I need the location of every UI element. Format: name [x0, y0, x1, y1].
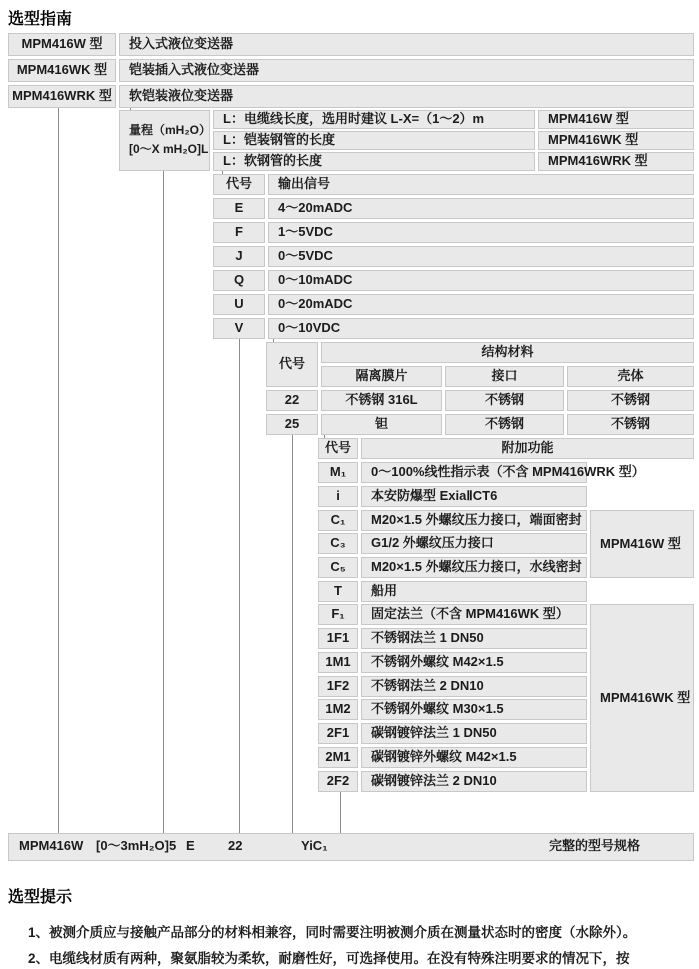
additional-desc-cell: 不锈钢外螺纹 M42×1.5 — [361, 652, 587, 673]
additional-code-cell: F₁ — [318, 604, 358, 625]
additional-code-cell: 2F2 — [318, 771, 358, 792]
additional-code-cell: C₅ — [318, 557, 358, 578]
additional-desc-cell: 碳钢镀锌法兰 1 DN50 — [361, 723, 587, 744]
additional-desc-cell: M20×1.5 外螺纹压力接口，水线密封 — [361, 557, 587, 578]
example-label: 完整的型号规格 — [549, 838, 641, 853]
range-model-cell: MPM416WK 型 — [538, 131, 694, 150]
materials-col-diaphragm: 隔离膜片 — [321, 366, 442, 387]
output-code-cell: J — [213, 246, 265, 267]
output-code-cell: V — [213, 318, 265, 339]
additional-code-cell: 1M1 — [318, 652, 358, 673]
additional-desc-cell: M20×1.5 外螺纹压力接口，端面密封 — [361, 510, 587, 531]
page-title: 选型指南 — [8, 11, 73, 28]
output-code-cell: E — [213, 198, 265, 219]
output-signal-cell: 0～5VDC — [268, 246, 694, 267]
additional-desc-cell: 固定法兰（不含 MPM416WK 型） — [361, 604, 587, 625]
additional-code-cell: C₁ — [318, 510, 358, 531]
additional-code-cell: M₁ — [318, 462, 358, 483]
output-signal-cell: 4～20mADC — [268, 198, 694, 219]
additional-code-cell: 1F2 — [318, 676, 358, 697]
materials-port-cell: 不锈钢 — [445, 414, 564, 435]
connector-line-additional — [340, 792, 341, 833]
range-desc-cell: L：电缆线长度，选用时建议 L-X=（1～2）m — [213, 110, 535, 129]
additional-desc-cell: G1/2 外螺纹压力接口 — [361, 533, 587, 554]
materials-diaphragm-cell: 钽 — [321, 414, 442, 435]
additional-code-cell: i — [318, 486, 358, 507]
range-desc-cell: L：铠装钢管的长度 — [213, 131, 535, 150]
range-desc-cell: L：软钢管的长度 — [213, 152, 535, 171]
connector-line-model — [58, 108, 59, 833]
example-output: E — [186, 838, 195, 853]
additional-header-label: 附加功能 — [361, 438, 694, 459]
range-label-line1: 量程（mH₂O） — [129, 123, 212, 138]
additional-code-cell: 2M1 — [318, 747, 358, 768]
additional-span-mpm416wk: MPM416WK 型 — [590, 604, 694, 792]
range-label-line2: [0～X mH₂O]L — [129, 142, 209, 156]
additional-desc-cell: 不锈钢法兰 1 DN50 — [361, 628, 587, 649]
materials-housing-cell: 不锈钢 — [567, 414, 694, 435]
model-code-cell: MPM416WK 型 — [8, 59, 116, 82]
example-range: [0～3mH₂O]5 — [96, 838, 177, 853]
materials-header-code: 代号 — [266, 342, 318, 387]
connector-line-output — [239, 339, 240, 833]
additional-desc-cell: 不锈钢法兰 2 DN10 — [361, 676, 587, 697]
example-model: MPM416W — [19, 838, 84, 853]
additional-desc-cell: 碳钢镀锌外螺纹 M42×1.5 — [361, 747, 587, 768]
example-row — [8, 833, 694, 861]
output-code-cell: U — [213, 294, 265, 315]
output-signal-cell: 0～10VDC — [268, 318, 694, 339]
additional-desc-cell: 船用 — [361, 581, 587, 602]
example-material: 22 — [228, 838, 243, 853]
tip-item: 2、电缆线材质有两种，聚氨脂较为柔软，耐磨性好，可选择使用。在没有特殊注明要求的情况下，按 — [28, 951, 630, 966]
materials-code-cell: 22 — [266, 390, 318, 411]
additional-code-cell: 1F1 — [318, 628, 358, 649]
output-signal-cell: 0～10mADC — [268, 270, 694, 291]
materials-header-label: 结构材料 — [321, 342, 694, 363]
materials-port-cell: 不锈钢 — [445, 390, 564, 411]
connector-line-range — [163, 171, 164, 833]
connector-line-material — [292, 435, 293, 833]
range-model-cell: MPM416WRK 型 — [538, 152, 694, 171]
example-additional: YiC₁ — [301, 838, 328, 853]
additional-code-cell: C₃ — [318, 533, 358, 554]
tip-item: 1、被测介质应与接触产品部分的材料相兼容，同时需要注明被测介质在测量状态时的密度（水除外）。 — [28, 925, 637, 940]
model-code-cell: MPM416WRK 型 — [8, 85, 116, 108]
additional-desc-cell: 本安防爆型 ExiaⅡCT6 — [361, 486, 587, 507]
output-code-cell: Q — [213, 270, 265, 291]
model-desc-cell: 铠装插入式液位变送器 — [119, 59, 694, 82]
materials-code-cell: 25 — [266, 414, 318, 435]
output-code-cell: F — [213, 222, 265, 243]
output-signal-cell: 1～5VDC — [268, 222, 694, 243]
additional-desc-cell: 碳钢镀锌法兰 2 DN10 — [361, 771, 587, 792]
materials-housing-cell: 不锈钢 — [567, 390, 694, 411]
materials-col-housing: 壳体 — [567, 366, 694, 387]
range-label-cell — [119, 110, 210, 171]
additional-desc-cell: 0～100%线性指示表（不含 MPM416WRK 型） — [361, 462, 587, 483]
additional-code-cell: 1M2 — [318, 699, 358, 720]
materials-diaphragm-cell: 不锈钢 316L — [321, 390, 442, 411]
additional-desc-cell: 不锈钢外螺纹 M30×1.5 — [361, 699, 587, 720]
materials-col-port: 接口 — [445, 366, 564, 387]
range-model-cell: MPM416W 型 — [538, 110, 694, 129]
additional-header-code: 代号 — [318, 438, 358, 459]
additional-code-cell: 2F1 — [318, 723, 358, 744]
model-desc-cell: 软铠装液位变送器 — [119, 85, 694, 108]
model-code-cell: MPM416W 型 — [8, 33, 116, 56]
tips-title: 选型提示 — [8, 889, 73, 906]
output-signal-cell: 0～20mADC — [268, 294, 694, 315]
output-header-label: 输出信号 — [268, 174, 694, 195]
output-header-code: 代号 — [213, 174, 265, 195]
additional-span-mpm416w: MPM416W 型 — [590, 510, 694, 578]
additional-code-cell: T — [318, 581, 358, 602]
model-desc-cell: 投入式液位变送器 — [119, 33, 694, 56]
